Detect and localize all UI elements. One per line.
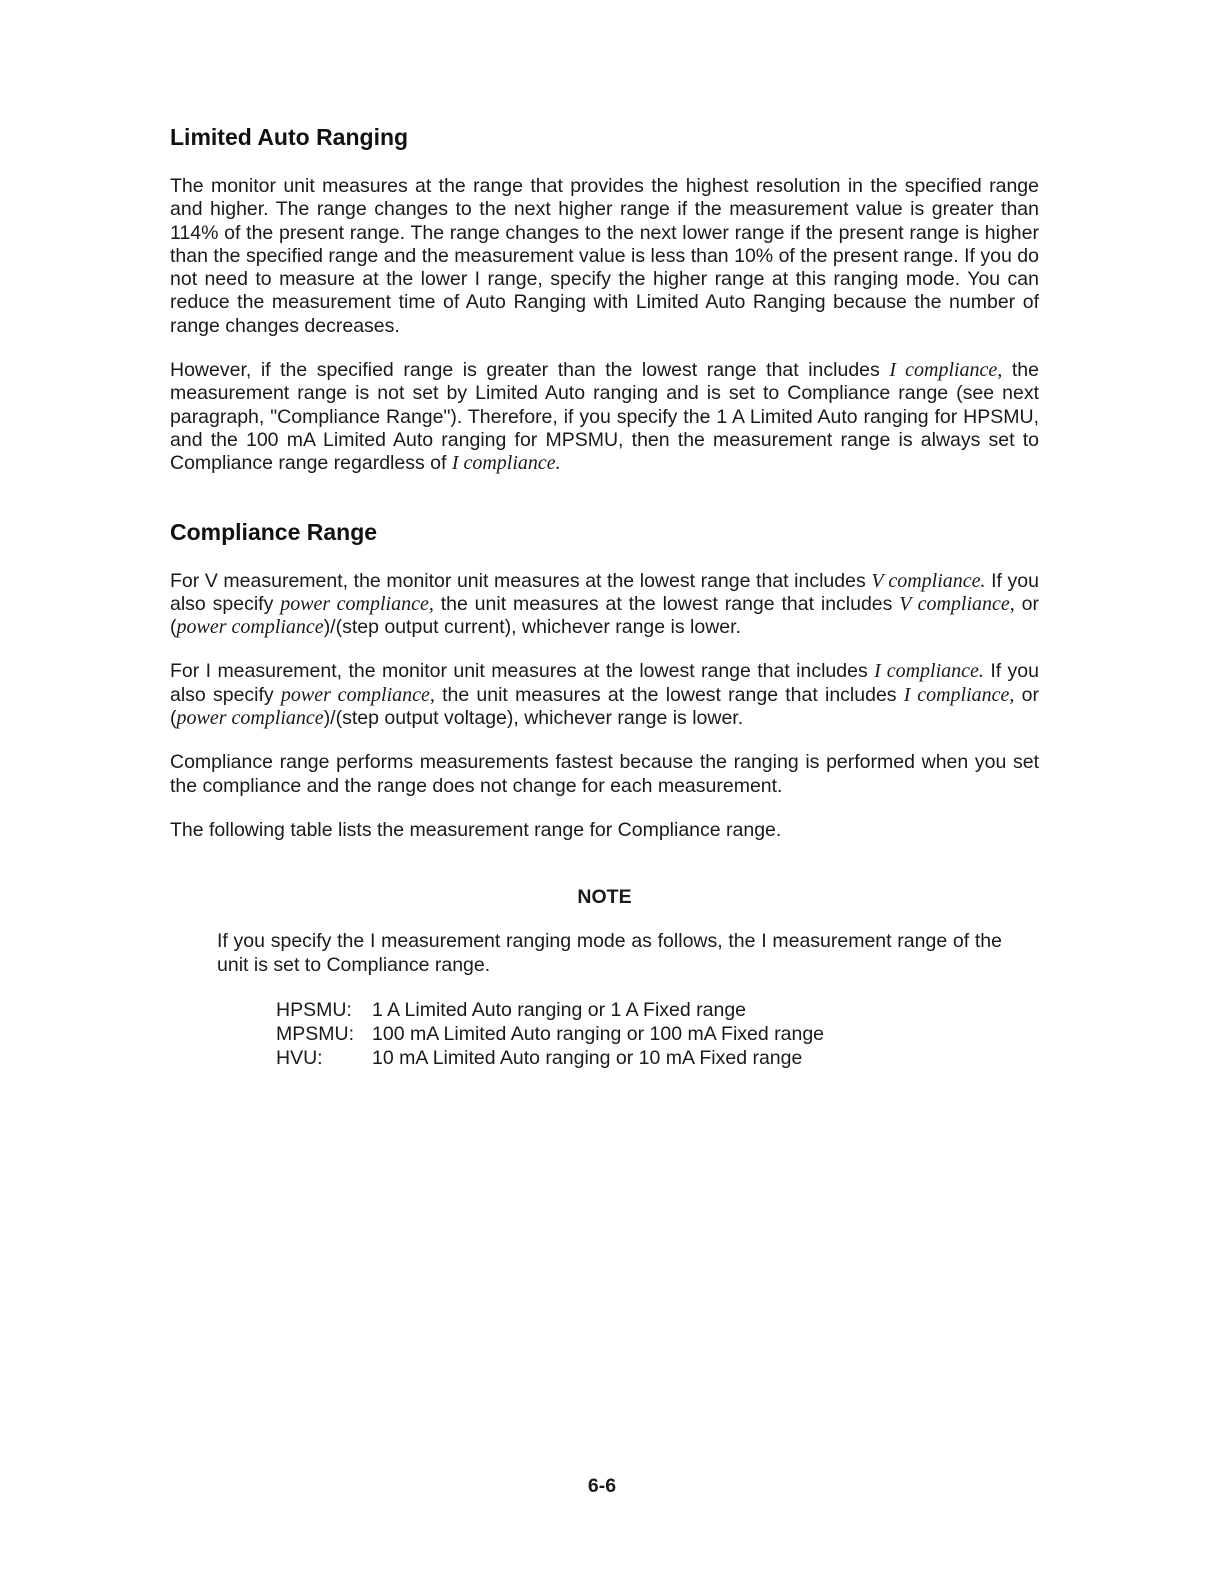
text-run: the measurement range is not set by Limited Auto ranging and is set to Compliance range (see next paragraph, "Compliance Range"). Therefore, if you specify the 1 A Limited Auto ranging for HPSMU, and the 100 mA Limited Auto ranging for MPSMU, then the measurement range is always set to Compliance range regardless of	[170, 359, 1039, 475]
italic-term: power compliance,	[280, 592, 434, 615]
text-run: the unit measures at the lowest range that includes	[434, 683, 904, 706]
section-title-compliance-range: Compliance Range	[170, 518, 378, 545]
text-run: However, if the specified range is greater than the lowest range that includes	[170, 359, 890, 382]
text-run: the unit measures at the lowest range that includes	[433, 592, 900, 615]
page-content	[170, 118, 1039, 1070]
paragraph-limited-auto-ranging-1: The monitor unit measures at the range that provides the highest resolution in the specified range and higher. The range changes to the next higher range if the measurement value is greater than 114% of the present range. The range changes to the next lower range if the present range is higher than the specified range and the measurement value is less than 10% of the present range. If you do not need to measure at the lower I range, specify the higher range at this ranging mode. You can reduce the measurement time of Auto Ranging with Limited Auto Ranging because the number of range changes decreases.	[170, 175, 1039, 337]
note-list-item	[276, 1046, 1039, 1070]
note-unit: HVU:	[276, 1046, 323, 1069]
page-number: 6-6	[587, 1475, 617, 1497]
text-run: For V measurement, the monitor unit measures at the lowest range that includes	[170, 569, 872, 592]
text-run: )/(step output voltage), whichever range is lower.	[323, 707, 744, 730]
note-text: 1 A Limited Auto ranging or 1 A Fixed range	[372, 998, 747, 1021]
italic-term: V compliance,	[899, 592, 1015, 615]
text-run: For I measurement, the monitor unit measures at the lowest range that includes	[170, 660, 875, 683]
paragraph-limited-auto-ranging-2	[170, 359, 1039, 475]
italic-term: power compliance	[176, 616, 324, 639]
note-body: If you specify the I measurement ranging mode as follows, the I measurement range of the unit is set to Compliance range.	[217, 930, 1002, 976]
note-list-item	[276, 1022, 1039, 1046]
italic-term: I compliance.	[874, 660, 984, 683]
italic-term: power compliance	[176, 707, 324, 730]
note-unit: HPSMU:	[276, 998, 352, 1021]
text-run: )/(step output current), whichever range is lower.	[323, 616, 741, 639]
note-text: 100 mA Limited Auto ranging or 100 mA Fixed range	[372, 1022, 825, 1045]
text-run: or (	[170, 683, 1039, 730]
italic-term: I compliance,	[889, 359, 1003, 382]
note-unit: MPSMU:	[276, 1022, 354, 1045]
text-run: If you also specify	[170, 569, 1039, 615]
text-run: or (	[170, 592, 1039, 639]
paragraph-table-intro: The following table lists the measurement range for Compliance range.	[170, 818, 782, 841]
italic-term: V compliance.	[871, 569, 986, 592]
italic-term: power compliance,	[280, 683, 435, 706]
note-text: 10 mA Limited Auto ranging or 10 mA Fixed range	[372, 1046, 803, 1069]
paragraph-compliance-fastest: Compliance range performs measurements fastest because the ranging is performed when you set the compliance and the range does not change for each measurement.	[170, 751, 1039, 797]
italic-term: I compliance.	[451, 452, 561, 475]
section-title-limited-auto-ranging: Limited Auto Ranging	[170, 124, 409, 150]
paragraph-i-measurement	[170, 660, 1039, 730]
note-list-item	[276, 998, 1039, 1022]
italic-term: I compliance,	[903, 683, 1015, 706]
paragraph-v-measurement	[170, 570, 1039, 640]
note-heading: NOTE	[577, 886, 632, 909]
note-list	[276, 998, 1039, 1070]
text-run: If you also specify	[170, 660, 1039, 706]
